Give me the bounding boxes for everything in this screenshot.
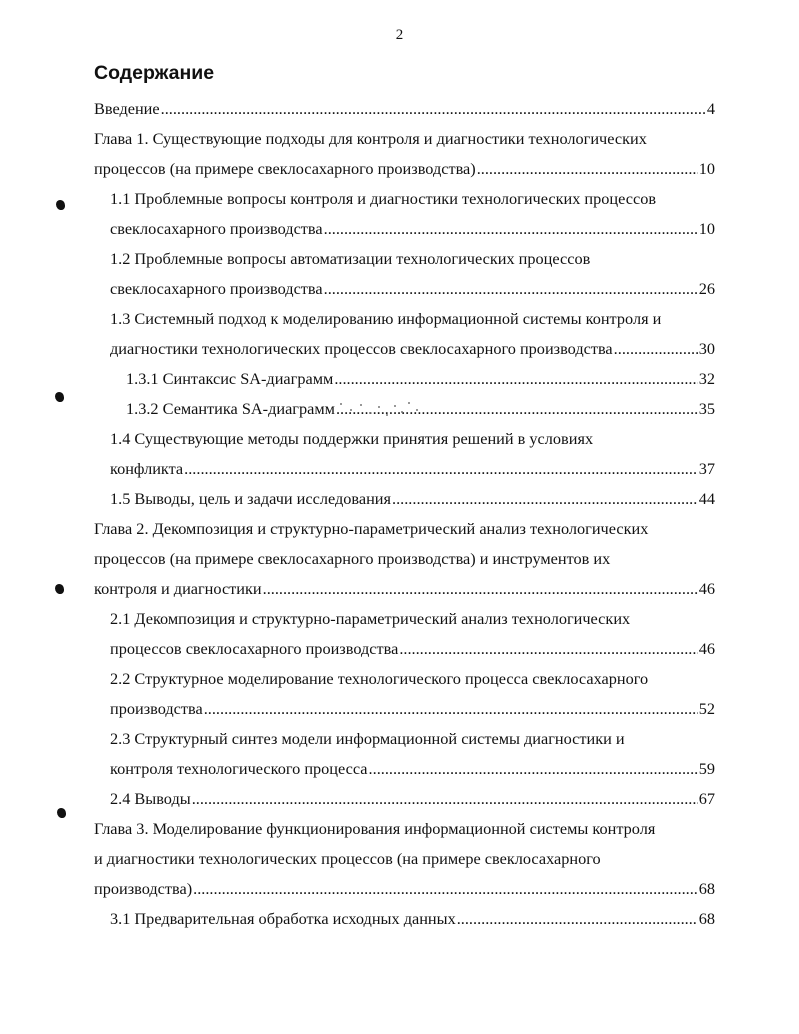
toc-entry-page: 46 <box>698 639 715 658</box>
toc-entry-title: 1.4 Существующие методы поддержки принятия решений в условиях <box>110 429 594 448</box>
toc-entry[interactable] <box>0 724 799 784</box>
toc-entry-title: производства) <box>94 879 193 898</box>
toc-entry-page: 35 <box>698 399 715 418</box>
binding-hole-mark <box>57 808 66 818</box>
toc-entry-page: 46 <box>698 579 715 598</box>
toc-entry[interactable] <box>0 184 799 244</box>
toc-entry-title: 1.3 Системный подход к моделированию информационной системы контроля и <box>110 309 662 328</box>
toc-entry-title: свеклосахарного производства <box>110 219 323 238</box>
toc-entry-title: диагностики технологических процессов свеклосахарного производства <box>110 339 613 358</box>
toc-entry[interactable] <box>0 244 799 304</box>
toc-entry-title: Глава 2. Декомпозиция и структурно-параметрический анализ технологических <box>94 519 649 538</box>
toc-entry-title: 2.1 Декомпозиция и структурно-параметрический анализ технологических <box>110 609 631 628</box>
dot-leader <box>614 334 698 364</box>
toc-entry-page: 10 <box>698 159 715 178</box>
toc-entry-title: контроля и диагностики <box>94 579 262 598</box>
dot-leader <box>399 634 697 664</box>
binding-hole-mark <box>56 200 65 210</box>
dot-leader <box>324 274 698 304</box>
toc-entry[interactable] <box>0 124 799 184</box>
toc-entry-title: 2.4 Выводы <box>110 789 191 808</box>
dot-leader <box>192 784 698 814</box>
scan-noise <box>338 400 424 418</box>
toc-entry[interactable] <box>0 784 799 814</box>
toc-entry[interactable] <box>0 424 799 484</box>
toc-entry-title: производства <box>110 699 203 718</box>
dot-leader <box>193 874 698 904</box>
binding-hole-mark <box>55 392 64 402</box>
dot-leader <box>184 454 698 484</box>
toc-entry-title: Глава 1. Существующие подходы для контроля и диагностики технологических <box>94 129 647 148</box>
dot-leader <box>263 574 698 604</box>
toc-entry-title: 1.1 Проблемные вопросы контроля и диагностики технологических процессов <box>110 189 657 208</box>
page-title: Содержание <box>94 62 215 84</box>
toc-entry-page: 26 <box>698 279 715 298</box>
toc-entry-page: 68 <box>698 879 715 898</box>
binding-hole-mark <box>55 584 64 594</box>
toc-entry-page: 52 <box>698 699 715 718</box>
toc-entry[interactable] <box>0 604 799 664</box>
toc-entry-page: 67 <box>698 789 715 808</box>
toc-entry-title: 1.5 Выводы, цель и задачи исследования <box>110 489 392 508</box>
dot-leader <box>457 904 698 934</box>
dot-leader <box>477 154 698 184</box>
toc-entry[interactable] <box>0 664 799 724</box>
table-of-contents <box>0 94 799 934</box>
toc-entry-title: контроля технологического процесса <box>110 759 368 778</box>
toc-entry-title: 1.2 Проблемные вопросы автоматизации технологических процессов <box>110 249 591 268</box>
toc-entry[interactable] <box>0 364 799 394</box>
toc-entry-title: 3.1 Предварительная обработка исходных данных <box>110 909 456 928</box>
toc-entry[interactable] <box>0 814 799 904</box>
toc-entry-title: Введение <box>94 99 160 118</box>
toc-entry[interactable] <box>0 904 799 934</box>
toc-entry-title: процессов свеклосахарного производства <box>110 639 399 658</box>
toc-entry-page: 68 <box>698 909 715 928</box>
dot-leader <box>334 364 697 394</box>
toc-entry[interactable] <box>0 514 799 604</box>
dot-leader <box>161 94 706 124</box>
dot-leader <box>369 754 698 784</box>
toc-entry-page: 44 <box>698 489 715 508</box>
toc-entry-title: процессов (на примере свеклосахарного производства) <box>94 159 476 178</box>
toc-entry-title: конфликта <box>110 459 184 478</box>
toc-entry-page: 32 <box>698 369 715 388</box>
toc-entry-title: свеклосахарного производства <box>110 279 323 298</box>
toc-entry[interactable] <box>0 484 799 514</box>
toc-entry-page: 59 <box>698 759 715 778</box>
toc-entry[interactable] <box>0 94 799 124</box>
toc-entry-page: 30 <box>698 339 715 358</box>
toc-entry-title: Глава 3. Моделирование функционирования информационной системы контроля <box>94 819 656 838</box>
dot-leader <box>324 214 698 244</box>
dot-leader <box>392 484 698 514</box>
toc-entry-title: 1.3.2 Семантика SA-диаграмм <box>126 399 335 418</box>
page-number: 2 <box>395 27 404 43</box>
dot-leader <box>204 694 698 724</box>
toc-entry-page: 37 <box>698 459 715 478</box>
toc-entry-page: 4 <box>706 99 715 118</box>
toc-entry-title: 2.2 Структурное моделирование технологического процесса свеклосахарного <box>110 669 649 688</box>
toc-entry-title: 1.3.1 Синтаксис SA-диаграмм <box>126 369 334 388</box>
toc-entry-title: 2.3 Структурный синтез модели информационной системы диагностики и <box>110 729 625 748</box>
toc-entry-page: 10 <box>698 219 715 238</box>
toc-entry[interactable] <box>0 304 799 364</box>
toc-entry-title: процессов (на примере свеклосахарного производства) и инструментов их <box>94 549 611 568</box>
toc-entry-title: и диагностики технологических процессов (на примере свеклосахарного <box>94 849 601 868</box>
